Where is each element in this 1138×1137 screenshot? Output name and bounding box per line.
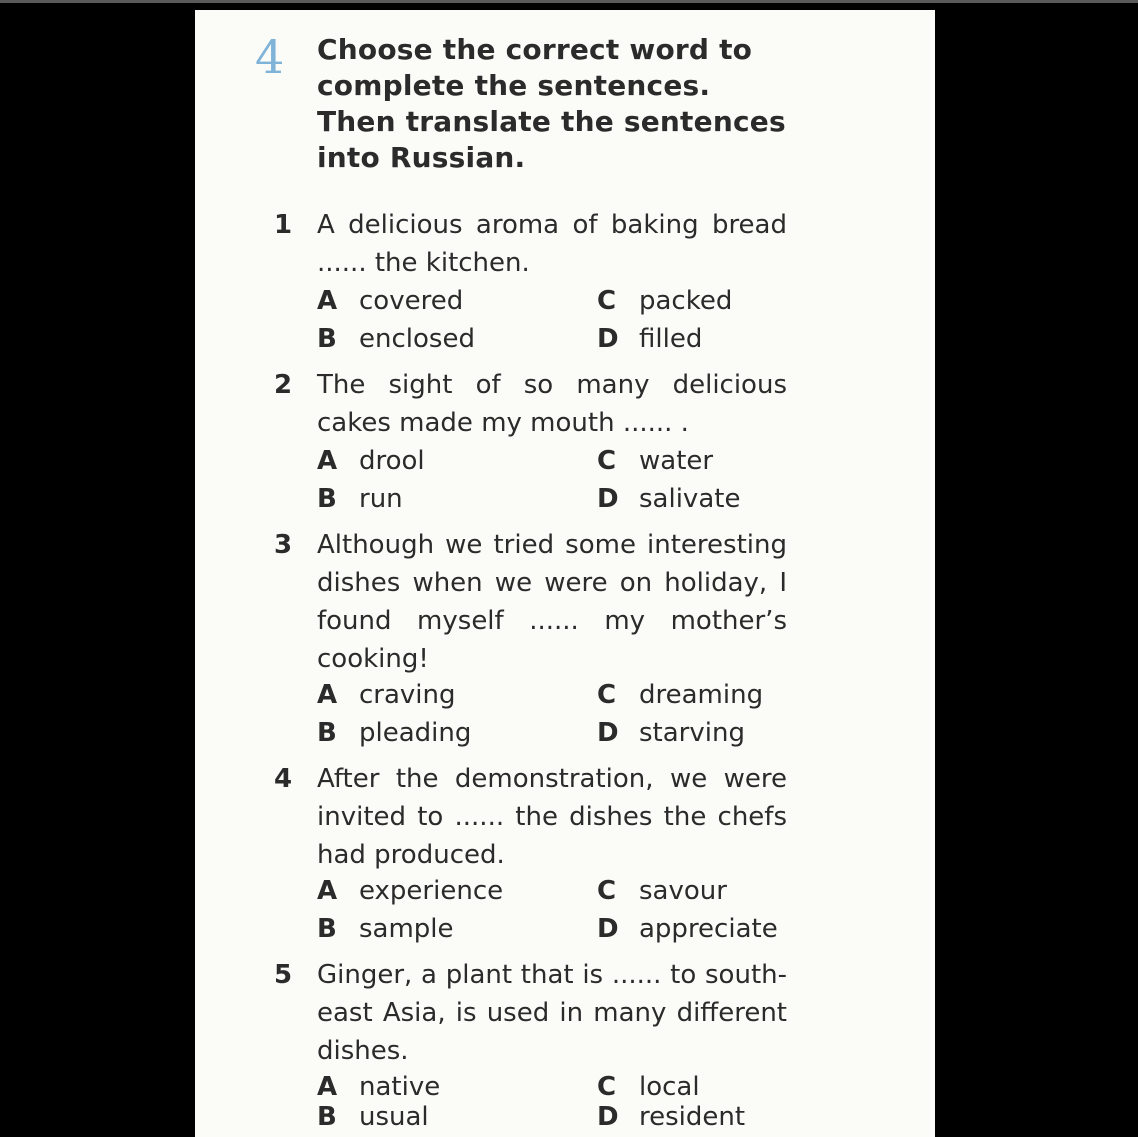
question-4-number: 4 xyxy=(273,764,293,794)
question-5-text: Ginger, a plant that is ...... to south-east Asia, is used in many different dishes. xyxy=(317,960,787,1066)
question-2-text: The sight of so many delicious cakes made my mouth ...... . xyxy=(317,370,787,438)
question-4-option-b: B sample xyxy=(317,914,454,944)
exercise-number: 4 xyxy=(255,30,285,84)
question-3-option-d: D starving xyxy=(597,718,745,748)
question-5-option-d: D resident xyxy=(597,1102,746,1132)
question-1-text: A delicious aroma of baking bread ...... the kitchen. xyxy=(317,210,787,278)
question-3-option-b: B pleading xyxy=(317,718,472,748)
question-4-text: After the demonstration, we were invited to ...... the dishes the chefs had produced. xyxy=(317,764,787,870)
question-3-text: Although we tried some interesting dishes when we were on holiday, I found myself ...... my mother’s cooking! xyxy=(317,530,787,674)
question-5-option-b: B usual xyxy=(317,1102,429,1132)
exercise-instruction: Choose the correct word to complete the sentences. Then translate the sentences into Russian. xyxy=(317,33,786,174)
question-1-option-d: D filled xyxy=(597,324,703,354)
question-5-number: 5 xyxy=(273,960,293,990)
question-1-option-b: B enclosed xyxy=(317,324,475,354)
question-2-option-d: D salivate xyxy=(597,484,741,514)
question-5-option-c: C local xyxy=(597,1072,700,1102)
question-3-option-a: A craving xyxy=(317,680,456,710)
question-2-option-b: B run xyxy=(317,484,403,514)
question-2-number: 2 xyxy=(273,370,293,400)
question-4-option-d: D appreciate xyxy=(597,914,778,944)
question-3-number: 3 xyxy=(273,530,293,560)
question-1-option-c: C packed xyxy=(597,286,733,316)
question-3-option-c: C dreaming xyxy=(597,680,764,710)
textbook-page xyxy=(195,10,935,1137)
question-2-option-c: C water xyxy=(597,446,714,476)
question-1-number: 1 xyxy=(273,210,293,240)
top-edge-strip xyxy=(0,0,1138,3)
question-1-option-a: A covered xyxy=(317,286,464,316)
question-5-option-a: A native xyxy=(317,1072,441,1102)
question-2-option-a: A drool xyxy=(317,446,425,476)
question-4-option-a: A experience xyxy=(317,876,504,906)
question-4-option-c: C savour xyxy=(597,876,727,906)
